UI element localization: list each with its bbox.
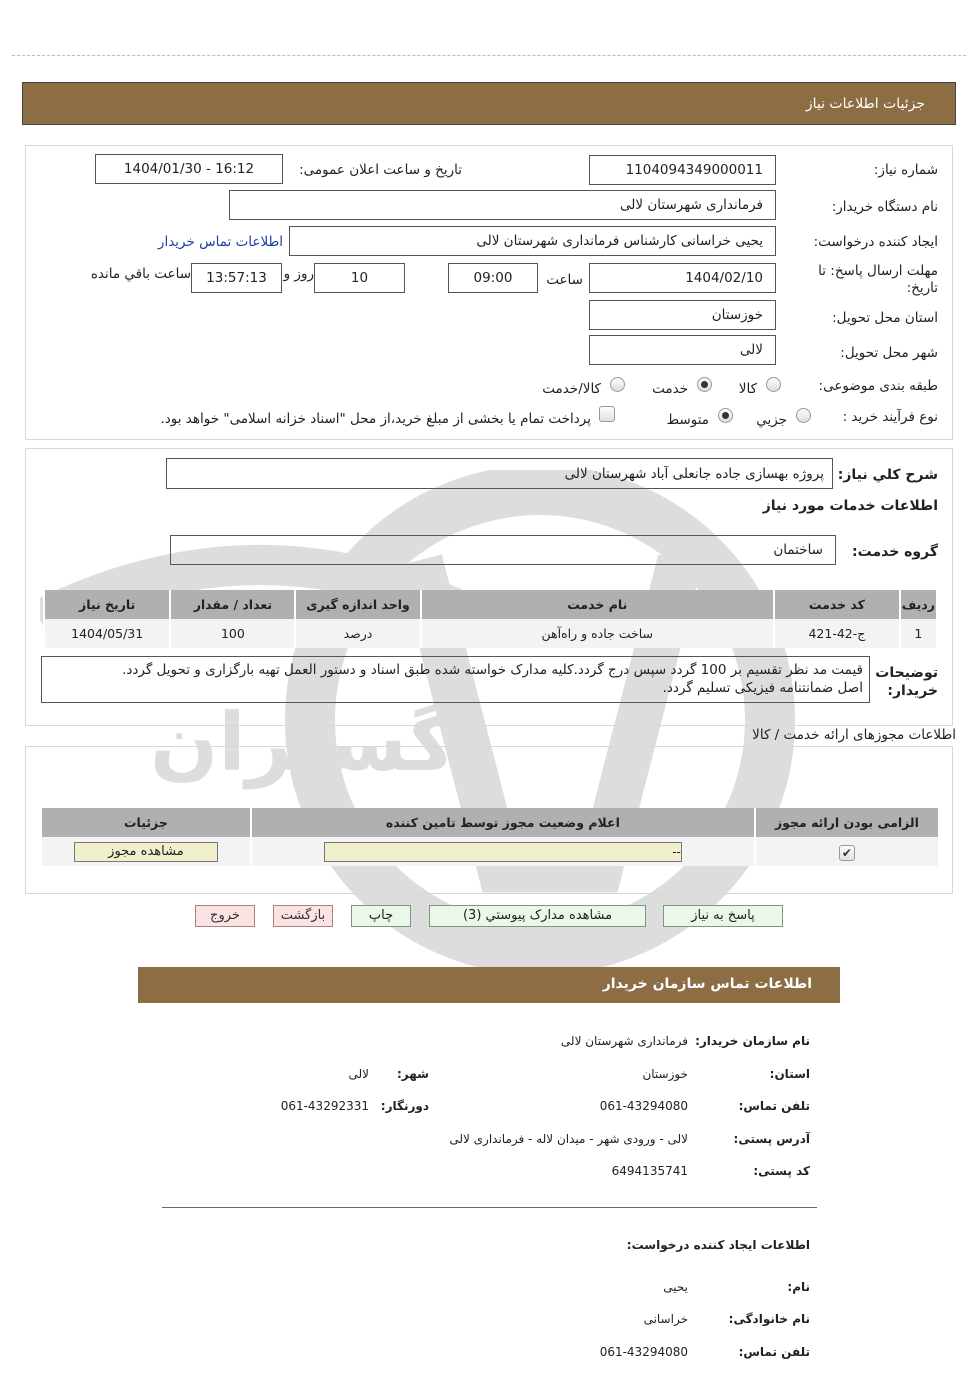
deadline-label-line2: تاریخ: bbox=[906, 280, 938, 296]
cell-details bbox=[41, 837, 251, 866]
buyer-org-label: نام دستگاه خریدار: bbox=[831, 199, 938, 215]
required-checkbox: ✔ bbox=[839, 845, 855, 861]
category-radio-service[interactable] bbox=[697, 377, 712, 392]
contact-divider bbox=[162, 1207, 817, 1208]
notes-field bbox=[41, 656, 870, 703]
exit-button[interactable]: خروج bbox=[195, 905, 255, 927]
contact-address-label: آدرس پستی: bbox=[733, 1132, 810, 1146]
contact-city-value: لالی bbox=[348, 1067, 369, 1081]
category-option-both: کالا/خدمت bbox=[542, 381, 601, 397]
notes-label-line2: خریدار: bbox=[887, 683, 938, 699]
process-radio-medium[interactable] bbox=[718, 408, 733, 423]
col-unit: واحد اندازه گیری bbox=[295, 590, 420, 619]
attachments-button[interactable]: مشاهده مدارک پیوستي (3) bbox=[429, 905, 646, 927]
table-row bbox=[41, 837, 938, 866]
creator-phone-value: 061-43294080 bbox=[599, 1345, 688, 1359]
category-radio-goods[interactable] bbox=[766, 377, 781, 392]
deadline-date-field: 1404/02/10 bbox=[589, 263, 776, 293]
days-label: روز و bbox=[283, 266, 314, 282]
services-table-header bbox=[44, 590, 936, 619]
col-status: اعلام وضعیت مجوز توسط تامین کننده bbox=[251, 808, 755, 837]
group-label: گروه خدمت: bbox=[852, 544, 938, 560]
need-number-label: شماره نیاز: bbox=[873, 162, 938, 178]
payment-note: پرداخت تمام یا بخشی از مبلغ خرید،از محل "اسناد خزانه اسلامی" خواهد بود. bbox=[160, 411, 591, 427]
notes-line-2: اصل ضمانتنامه فیزیکی تسلیم گردد. bbox=[662, 680, 863, 696]
view-permit-button[interactable]: مشاهده مجوز bbox=[74, 842, 218, 862]
cell-row: 1 bbox=[900, 619, 936, 648]
creator-phone-label: تلفن تماس: bbox=[738, 1345, 810, 1359]
notes-line-1: قیمت مد نظر تقسیم بر 100 گردد سپس درج گردد.کلیه مدارک خواسته شده طبق اسناد و دستور العمل تهیه بارگزاری و تحویل گردد. bbox=[122, 662, 863, 678]
print-button[interactable]: چاپ bbox=[351, 905, 411, 927]
contact-postal-value: 6494135741 bbox=[611, 1164, 688, 1178]
remaining-time-field: 13:57:13 bbox=[191, 263, 282, 293]
payment-checkbox[interactable] bbox=[599, 406, 615, 422]
cell-unit: درصد bbox=[295, 619, 420, 648]
notes-label bbox=[875, 664, 938, 700]
col-name: نام خدمت bbox=[421, 590, 774, 619]
creator-name-value: یحیی bbox=[663, 1280, 688, 1294]
cell-qty: 100 bbox=[170, 619, 295, 648]
services-title: اطلاعات خدمات مورد نياز bbox=[762, 498, 938, 514]
cell-required bbox=[755, 837, 938, 866]
permits-table-header bbox=[41, 808, 938, 837]
time-label: ساعت bbox=[546, 272, 583, 288]
contact-city-label: شهر: bbox=[397, 1067, 429, 1081]
cell-date: 1404/05/31 bbox=[44, 619, 170, 648]
buyer-org-field: فرمانداری شهرستان لالی bbox=[229, 190, 776, 220]
page-header-title: جزئیات اطلاعات نیاز bbox=[805, 96, 925, 112]
creator-family-value: خراسانی bbox=[643, 1312, 688, 1326]
category-radio-both[interactable] bbox=[610, 377, 625, 392]
days-field: 10 bbox=[314, 263, 405, 293]
table-row bbox=[44, 619, 936, 648]
category-option-service: خدمت bbox=[652, 381, 688, 397]
permits-title: اطلاعات مجوزهای ارائه خدمت / کالا bbox=[752, 727, 956, 743]
group-field: ساختمان bbox=[170, 535, 836, 565]
deadline-time-field: 09:00 bbox=[448, 263, 538, 293]
reply-button[interactable]: پاسخ به نیاز bbox=[663, 905, 783, 927]
category-label: طبقه بندی موضوعی: bbox=[818, 378, 938, 394]
process-label: نوع فرآیند خرید : bbox=[842, 409, 938, 425]
cell-name: ساخت جاده و راه‌آهن bbox=[421, 619, 774, 648]
announce-label: تاریخ و ساعت اعلان عمومی: bbox=[299, 162, 462, 178]
col-code: کد خدمت bbox=[774, 590, 900, 619]
city-label: شهر محل تحویل: bbox=[840, 345, 938, 361]
back-button[interactable]: بازگشت bbox=[273, 905, 333, 927]
cell-code: ج-42-421 bbox=[774, 619, 900, 648]
col-row: رديف bbox=[900, 590, 936, 619]
province-field: خوزستان bbox=[589, 300, 776, 330]
cell-status bbox=[251, 837, 755, 866]
process-option-minor: جزیي bbox=[756, 412, 787, 428]
contact-header bbox=[138, 967, 840, 1003]
col-details: جزئیات bbox=[41, 808, 251, 837]
contact-province-label: استان: bbox=[769, 1067, 810, 1081]
need-number-field: 1104094349000011 bbox=[589, 155, 776, 185]
deadline-label bbox=[818, 263, 938, 297]
contact-org-label: نام سازمان خریدار: bbox=[695, 1034, 810, 1048]
deadline-label-line1: مهلت ارسال پاسخ: تا bbox=[818, 263, 938, 279]
contact-phone-label: تلفن تماس: bbox=[738, 1099, 810, 1113]
process-option-medium: متوسط bbox=[666, 412, 709, 428]
col-required: الزامی بودن ارائه مجوز bbox=[755, 808, 938, 837]
status-field: -- bbox=[324, 842, 682, 862]
notes-label-line1: توضیحات bbox=[875, 665, 938, 681]
remaining-label: ساعت باقي مانده bbox=[90, 266, 191, 282]
contact-phone-value: 061-43294080 bbox=[599, 1099, 688, 1113]
contact-postal-label: کد پستی: bbox=[753, 1164, 810, 1178]
col-qty: تعداد / مقدار bbox=[170, 590, 295, 619]
contact-fax-value: 061-43292331 bbox=[280, 1099, 369, 1113]
creator-info-title: اطلاعات ایجاد کننده درخواست: bbox=[626, 1238, 810, 1252]
contact-address-value: لالی - ورودی شهر - میدان لاله - فرمانداری لالی bbox=[449, 1132, 688, 1146]
announce-field: 1404/01/30 - 16:12 bbox=[95, 154, 283, 184]
desc-label: شرح كلي نياز: bbox=[837, 467, 938, 483]
creator-family-label: نام خانوادگی: bbox=[728, 1312, 810, 1326]
col-date: تاریخ نیاز bbox=[44, 590, 170, 619]
creator-label: ایجاد کننده درخواست: bbox=[813, 234, 938, 250]
contact-fax-label: دورنگار: bbox=[380, 1099, 429, 1113]
top-separator bbox=[12, 55, 966, 56]
creator-field: یحیی خراسانی کارشناس فرمانداری شهرستان لالی bbox=[289, 226, 776, 256]
contact-header-title: اطلاعات تماس سازمان خریدار bbox=[602, 976, 812, 992]
page-header bbox=[22, 82, 956, 125]
contact-org-value: فرمانداری شهرستان لالی bbox=[560, 1034, 688, 1048]
buyer-contact-link[interactable]: اطلاعات تماس خریدار bbox=[157, 234, 283, 250]
city-field: لالی bbox=[589, 335, 776, 365]
category-option-goods: کالا bbox=[738, 381, 757, 397]
services-table bbox=[43, 590, 936, 648]
permits-table bbox=[40, 808, 938, 866]
province-label: استان محل تحویل: bbox=[832, 310, 938, 326]
process-radio-minor[interactable] bbox=[796, 408, 811, 423]
creator-name-label: نام: bbox=[787, 1280, 810, 1294]
svg-text:گستران: گستران bbox=[150, 696, 457, 789]
desc-field: پروژه بهسازی جاده جانعلی آباد شهرستان لالی bbox=[166, 458, 833, 489]
contact-province-value: خوزستان bbox=[642, 1067, 688, 1081]
